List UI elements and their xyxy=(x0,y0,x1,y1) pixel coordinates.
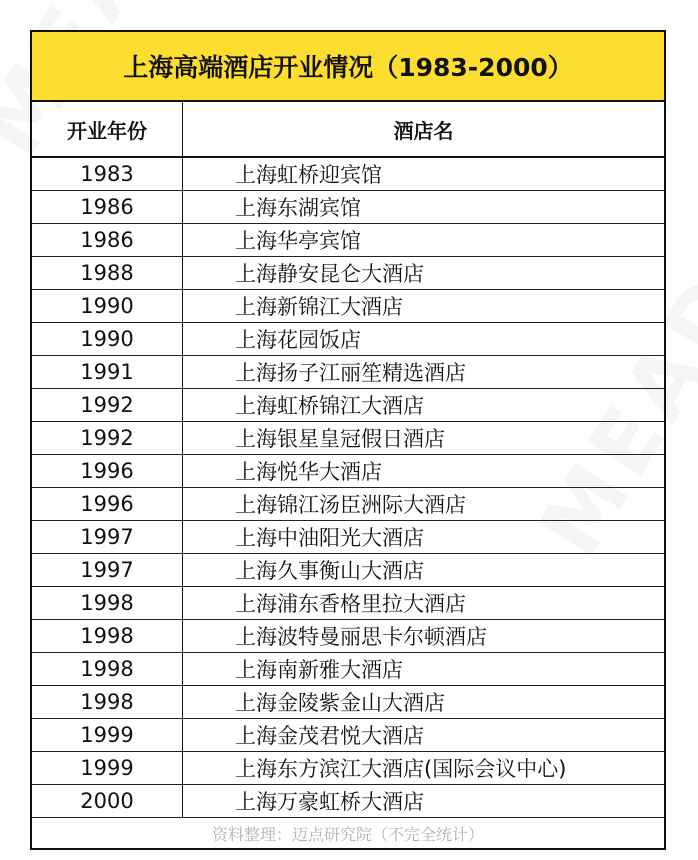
header-year: 开业年份 xyxy=(32,102,183,156)
cell-hotel-name: 上海南新雅大酒店 xyxy=(235,658,403,682)
table-row xyxy=(32,587,664,620)
table-row xyxy=(32,389,664,422)
cell-hotel-name: 上海花园饭店 xyxy=(235,328,361,352)
table-row xyxy=(32,356,664,389)
table-header xyxy=(32,102,664,158)
cell-hotel-name: 上海浦东香格里拉大酒店 xyxy=(235,592,466,616)
cell-year: 1986 xyxy=(32,191,183,223)
table-row xyxy=(32,422,664,455)
cell-year: 1983 xyxy=(32,158,183,190)
cell-year: 1999 xyxy=(32,752,183,784)
cell-year: 1998 xyxy=(32,587,183,619)
table-row xyxy=(32,719,664,752)
cell-hotel-name: 上海静安昆仑大酒店 xyxy=(235,262,424,286)
cell-hotel-name: 上海万豪虹桥大酒店 xyxy=(235,790,424,814)
table-row xyxy=(32,785,664,818)
cell-hotel-name: 上海金茂君悦大酒店 xyxy=(235,724,424,748)
table-row xyxy=(32,752,664,785)
cell-hotel-name: 上海东湖宾馆 xyxy=(235,196,361,220)
table-row xyxy=(32,455,664,488)
table-row xyxy=(32,257,664,290)
cell-year: 1990 xyxy=(32,290,183,322)
cell-year: 1990 xyxy=(32,323,183,355)
cell-hotel-name: 上海久事衡山大酒店 xyxy=(235,559,424,583)
cell-hotel-name: 上海银星皇冠假日酒店 xyxy=(235,427,445,451)
cell-year: 1988 xyxy=(32,257,183,289)
table-title: 上海高端酒店开业情况（1983-2000） xyxy=(32,32,664,102)
cell-year: 1998 xyxy=(32,653,183,685)
source-note: 资料整理：迈点研究院（不完全统计） xyxy=(211,824,484,844)
cell-year: 1998 xyxy=(32,686,183,718)
cell-hotel-name: 上海虹桥锦江大酒店 xyxy=(235,394,424,418)
cell-year: 1996 xyxy=(32,455,183,487)
table-row xyxy=(32,191,664,224)
cell-hotel-name: 上海华亭宾馆 xyxy=(235,229,361,253)
cell-year: 1997 xyxy=(32,554,183,586)
cell-hotel-name: 上海虹桥迎宾馆 xyxy=(235,163,382,187)
cell-year: 1999 xyxy=(32,719,183,751)
cell-year: 1991 xyxy=(32,356,183,388)
cell-hotel-name: 上海金陵紫金山大酒店 xyxy=(235,691,445,715)
table-row xyxy=(32,620,664,653)
table-row xyxy=(32,158,664,191)
table-row xyxy=(32,653,664,686)
header-hotel-name: 酒店名 xyxy=(393,118,454,143)
cell-year: 1992 xyxy=(32,422,183,454)
cell-hotel-name: 上海新锦江大酒店 xyxy=(235,295,403,319)
table-row xyxy=(32,554,664,587)
table-row xyxy=(32,521,664,554)
table-row xyxy=(32,290,664,323)
table-row xyxy=(32,224,664,257)
cell-hotel-name: 上海波特曼丽思卡尔顿酒店 xyxy=(235,625,487,649)
cell-year: 1996 xyxy=(32,488,183,520)
cell-year: 1992 xyxy=(32,389,183,421)
cell-hotel-name: 上海中油阳光大酒店 xyxy=(235,526,424,550)
hotel-opening-table xyxy=(30,30,666,850)
table-row xyxy=(32,488,664,521)
cell-year: 1998 xyxy=(32,620,183,652)
cell-hotel-name: 上海悦华大酒店 xyxy=(235,460,382,484)
cell-hotel-name: 上海扬子江丽笙精选酒店 xyxy=(235,361,466,385)
table-body xyxy=(32,158,664,818)
cell-year: 1986 xyxy=(32,224,183,256)
cell-year: 1997 xyxy=(32,521,183,553)
cell-year: 2000 xyxy=(32,785,183,817)
cell-hotel-name: 上海锦江汤臣洲际大酒店 xyxy=(235,493,466,517)
table-row xyxy=(32,686,664,719)
table-row xyxy=(32,323,664,356)
cell-hotel-name: 上海东方滨江大酒店(国际会议中心) xyxy=(235,757,567,781)
